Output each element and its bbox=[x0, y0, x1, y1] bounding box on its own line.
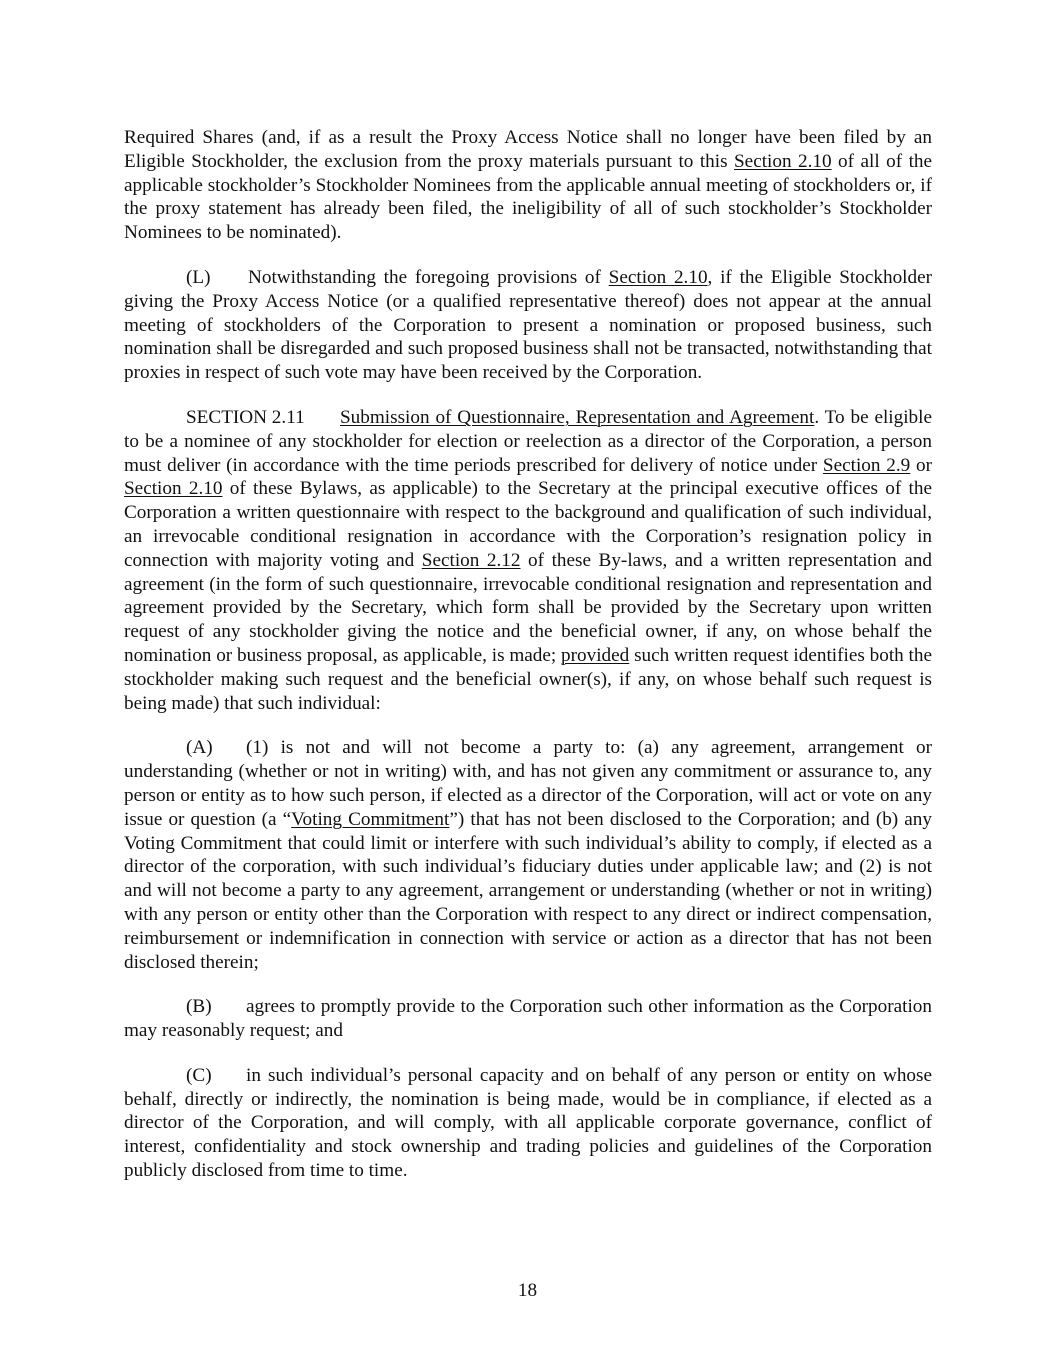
text-segment: of all of the applicable stockholder’s Stockholder Nominees from the applicable annual meeting of stockholders or, if the proxy statement has already been filed, the ineligibility of all of such stockholder’s Stockholder Nominees to be nominated). bbox=[124, 150, 933, 244]
section-heading: Submission of Questionnaire, Representation and Agreement bbox=[340, 406, 815, 428]
section-reference-link: Section 2.12 bbox=[421, 549, 521, 571]
clause-label: (A) bbox=[186, 737, 213, 759]
text-segment: such written request identifies both the stockholder making such request and the beneficial owner(s), if any, on whose behalf such request is being made) that such individual: bbox=[124, 644, 932, 714]
text-segment: (1) is not and will not become a party to: (a) any agreement, arrangement or understanding (whether or not in writing) with, and has not given any commitment or assurance to, any person or entity as to how such person, if elected as a director of the Corporation, will act or vote on any issue or question (a “ bbox=[124, 737, 932, 830]
paragraph-clause-c bbox=[124, 1064, 932, 1183]
paragraph-clause-a bbox=[124, 736, 932, 974]
text-segment: Notwithstanding the foregoing provisions of bbox=[248, 266, 609, 288]
text-segment: in such individual’s personal capacity and on behalf of any person or entity on whose behalf, directly or indirectly, the nomination is being made, would be in compliance, if elected as a director of the Corporation, and will comply, with all applicable corporate governance, conflict of interest, confidentiality and stock ownership and trading policies and guidelines of the Corporation publicly disclosed from time to time. bbox=[124, 1064, 932, 1182]
defined-term: provided bbox=[561, 644, 630, 666]
paragraph-clause-b bbox=[124, 995, 932, 1043]
paragraph-section-2-11 bbox=[124, 406, 932, 715]
page-number: 18 bbox=[517, 1280, 538, 1301]
section-reference-link: Section 2.10 bbox=[608, 266, 708, 288]
text-segment: of these Bylaws, as applicable) to the Secretary at the principal executive offices of the Corporation a written questionnaire with respect to the background and qualification of such individual, an irrevocable conditional resignation in accordance with the Corporation’s resignation policy in connection with majority voting and bbox=[124, 478, 932, 571]
text-segment: agrees to promptly provide to the Corporation such other information as the Corporation may reasonably request; and bbox=[124, 996, 932, 1042]
clause-label: (L) bbox=[186, 266, 211, 288]
paragraph-clause-l bbox=[124, 266, 932, 385]
section-reference-link: Section 2.10 bbox=[124, 478, 223, 500]
document-page bbox=[124, 126, 932, 1204]
section-number: SECTION 2.11 bbox=[186, 406, 305, 428]
clause-label: (C) bbox=[186, 1064, 212, 1086]
text-segment: , if the Eligible Stockholder giving the Proxy Access Notice (or a qualified representative thereof) does not appear at the annual meeting of stockholders of the Corporation to present a nomination or proposed business, such nomination shall be disregarded and such proposed business shall not be transacted, notwithstanding that proxies in respect of such vote may have been received by the Corporation. bbox=[124, 266, 932, 384]
section-reference-link: Section 2.10 bbox=[734, 150, 832, 172]
text-segment: or bbox=[910, 454, 933, 476]
section-reference-link: Section 2.9 bbox=[822, 454, 911, 476]
text-segment: of these By-laws, and a written representation and agreement (in the form of such questionnaire, irrevocable conditional resignation and representation and agreement provided by the Secretary, which form shall be provided by the Secretary upon written request of any stockholder giving the notice and the beneficial owner, if any, on whose behalf the nomination or business proposal, as applicable, is made; bbox=[124, 549, 932, 666]
text-segment: ”) that has not been disclosed to the Corporation; and (b) any Voting Commitment that could limit or interfere with such individual’s ability to comply, if elected as a director of the corporation, with such individual’s fiduciary duties under applicable law; and (2) is not and will not become a party to any agreement, arrangement or understanding (whether or not in writing) with any person or entity other than the Corporation with respect to any direct or indirect compensation, reimbursement or indemnification in connection with service or action as a director that has not been disclosed therein; bbox=[124, 808, 932, 973]
paragraph-continuation bbox=[124, 126, 932, 245]
defined-term: Voting Commitment bbox=[291, 808, 450, 830]
text-segment: . To be eligible to be a nominee of any stockholder for election or reelection as a director of the Corporation, a person must deliver (in accordance with the time periods prescribed for delivery of notice under bbox=[124, 406, 933, 476]
text-segment: Required Shares (and, if as a result the Proxy Access Notice shall no longer have been filed by an Eligible Stockholder, the exclusion from the proxy materials pursuant to this bbox=[124, 127, 932, 172]
clause-label: (B) bbox=[186, 996, 212, 1018]
